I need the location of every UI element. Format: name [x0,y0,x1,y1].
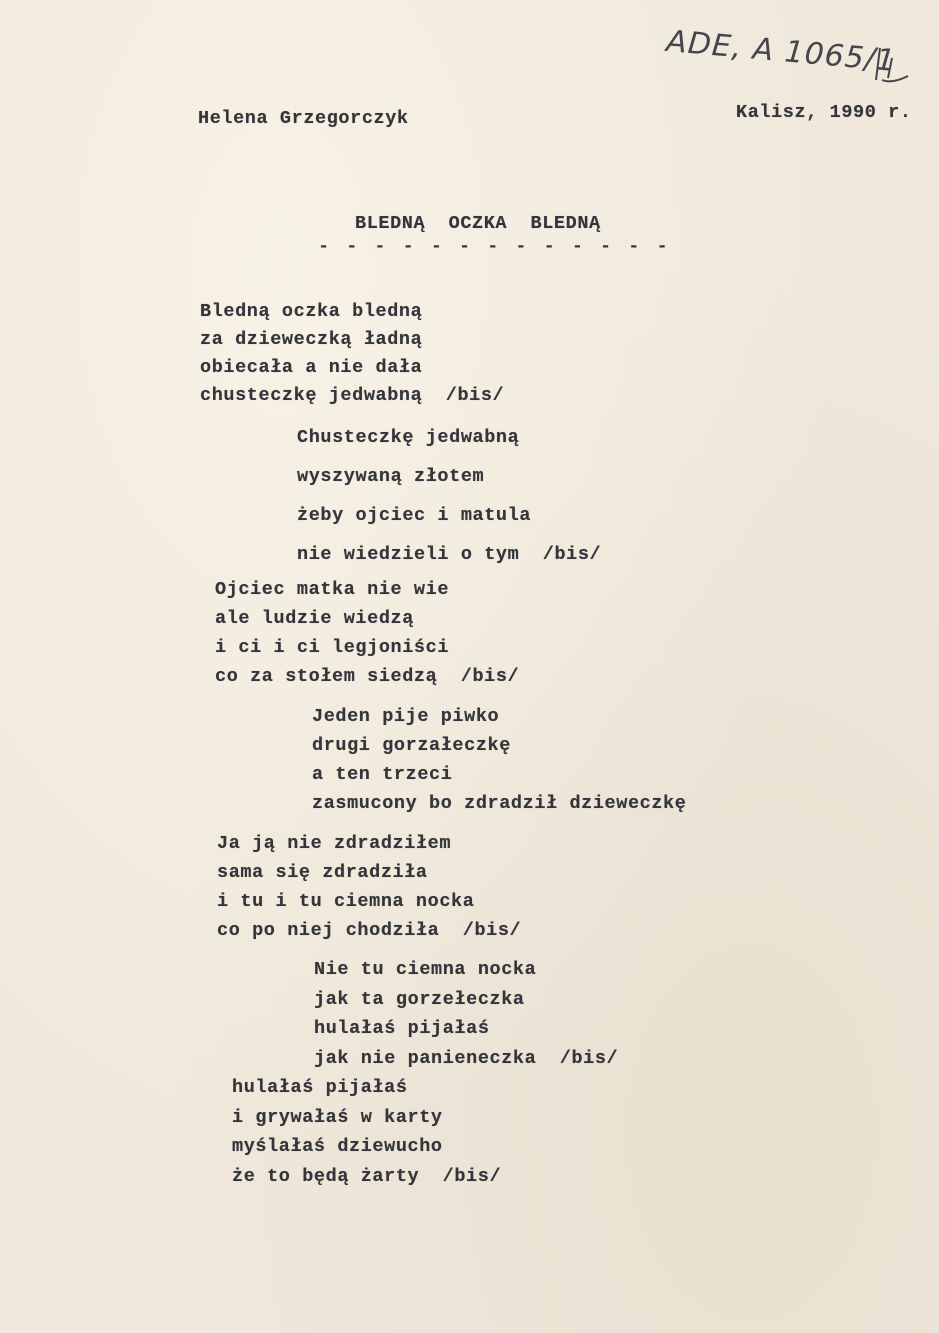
stanza-5 [217,829,521,945]
verse-line: i ci i ci legjoniści [215,637,450,658]
stanza-1 [200,298,504,410]
verse-line: hulałaś pijałaś [314,1018,490,1039]
verse-line: hulałaś pijałaś [232,1077,408,1098]
verse-line: chusteczkę jedwabną /bis/ [200,385,505,406]
verse-line: drugi gorzałeczkę [312,735,511,756]
poem-title: BLEDNĄ OCZKA BLEDNĄ [355,213,601,234]
author-name: Helena Grzegorczyk [198,108,409,129]
stanza-4 [312,702,686,818]
verse-line: jak ta gorzełeczka [314,988,525,1010]
archive-mark-text: ADE, A 1065/1 [664,24,898,79]
verse-line: zasmucony bo zdradził dzieweczkę [312,793,687,814]
title-underline: - - - - - - - - - - - - - [318,236,671,257]
verse-line: ale ludzie wiedzą [215,608,414,629]
verse-line: jak nie panieneczka /bis/ [314,1047,619,1069]
verse-line: Ojciec matka nie wie [215,579,450,600]
verse-line: i tu i tu ciemna nocka [217,891,475,912]
stanza-7 [232,1073,501,1191]
verse-line: Ja ją nie zdradziłem [217,833,452,854]
verse-line: Jeden pije piwko [312,706,500,727]
verse-line: że to będą żarty /bis/ [232,1165,502,1187]
verse-line: Chusteczkę jedwabną [297,427,520,448]
stanza-3 [215,575,519,691]
verse-line: i grywałaś w karty [232,1106,443,1128]
verse-line: żeby ojciec i matula [297,505,532,526]
verse-line: sama się zdradziła [217,862,428,883]
verse-line: Bledną oczka bledną [200,301,423,322]
verse-line: nie wiedzieli o tym /bis/ [297,544,602,565]
place-date: Kalisz, 1990 r. [736,102,912,123]
verse-line: a ten trzeci [312,764,453,785]
verse-line: co za stołem siedzą /bis/ [215,666,520,687]
verse-line: obiecała a nie dała [200,357,423,378]
verse-line: wyszywaną złotem [297,466,485,487]
verse-line: co po niej chodziła /bis/ [217,920,522,941]
verse-line: myślałaś dziewucho [232,1136,443,1157]
verse-line: za dzieweczką ładną [200,329,423,350]
stanza-2 [297,418,601,574]
stanza-6 [314,955,618,1073]
verse-line: Nie tu ciemna nocka [314,959,537,980]
archive-signature-mark [664,18,918,98]
